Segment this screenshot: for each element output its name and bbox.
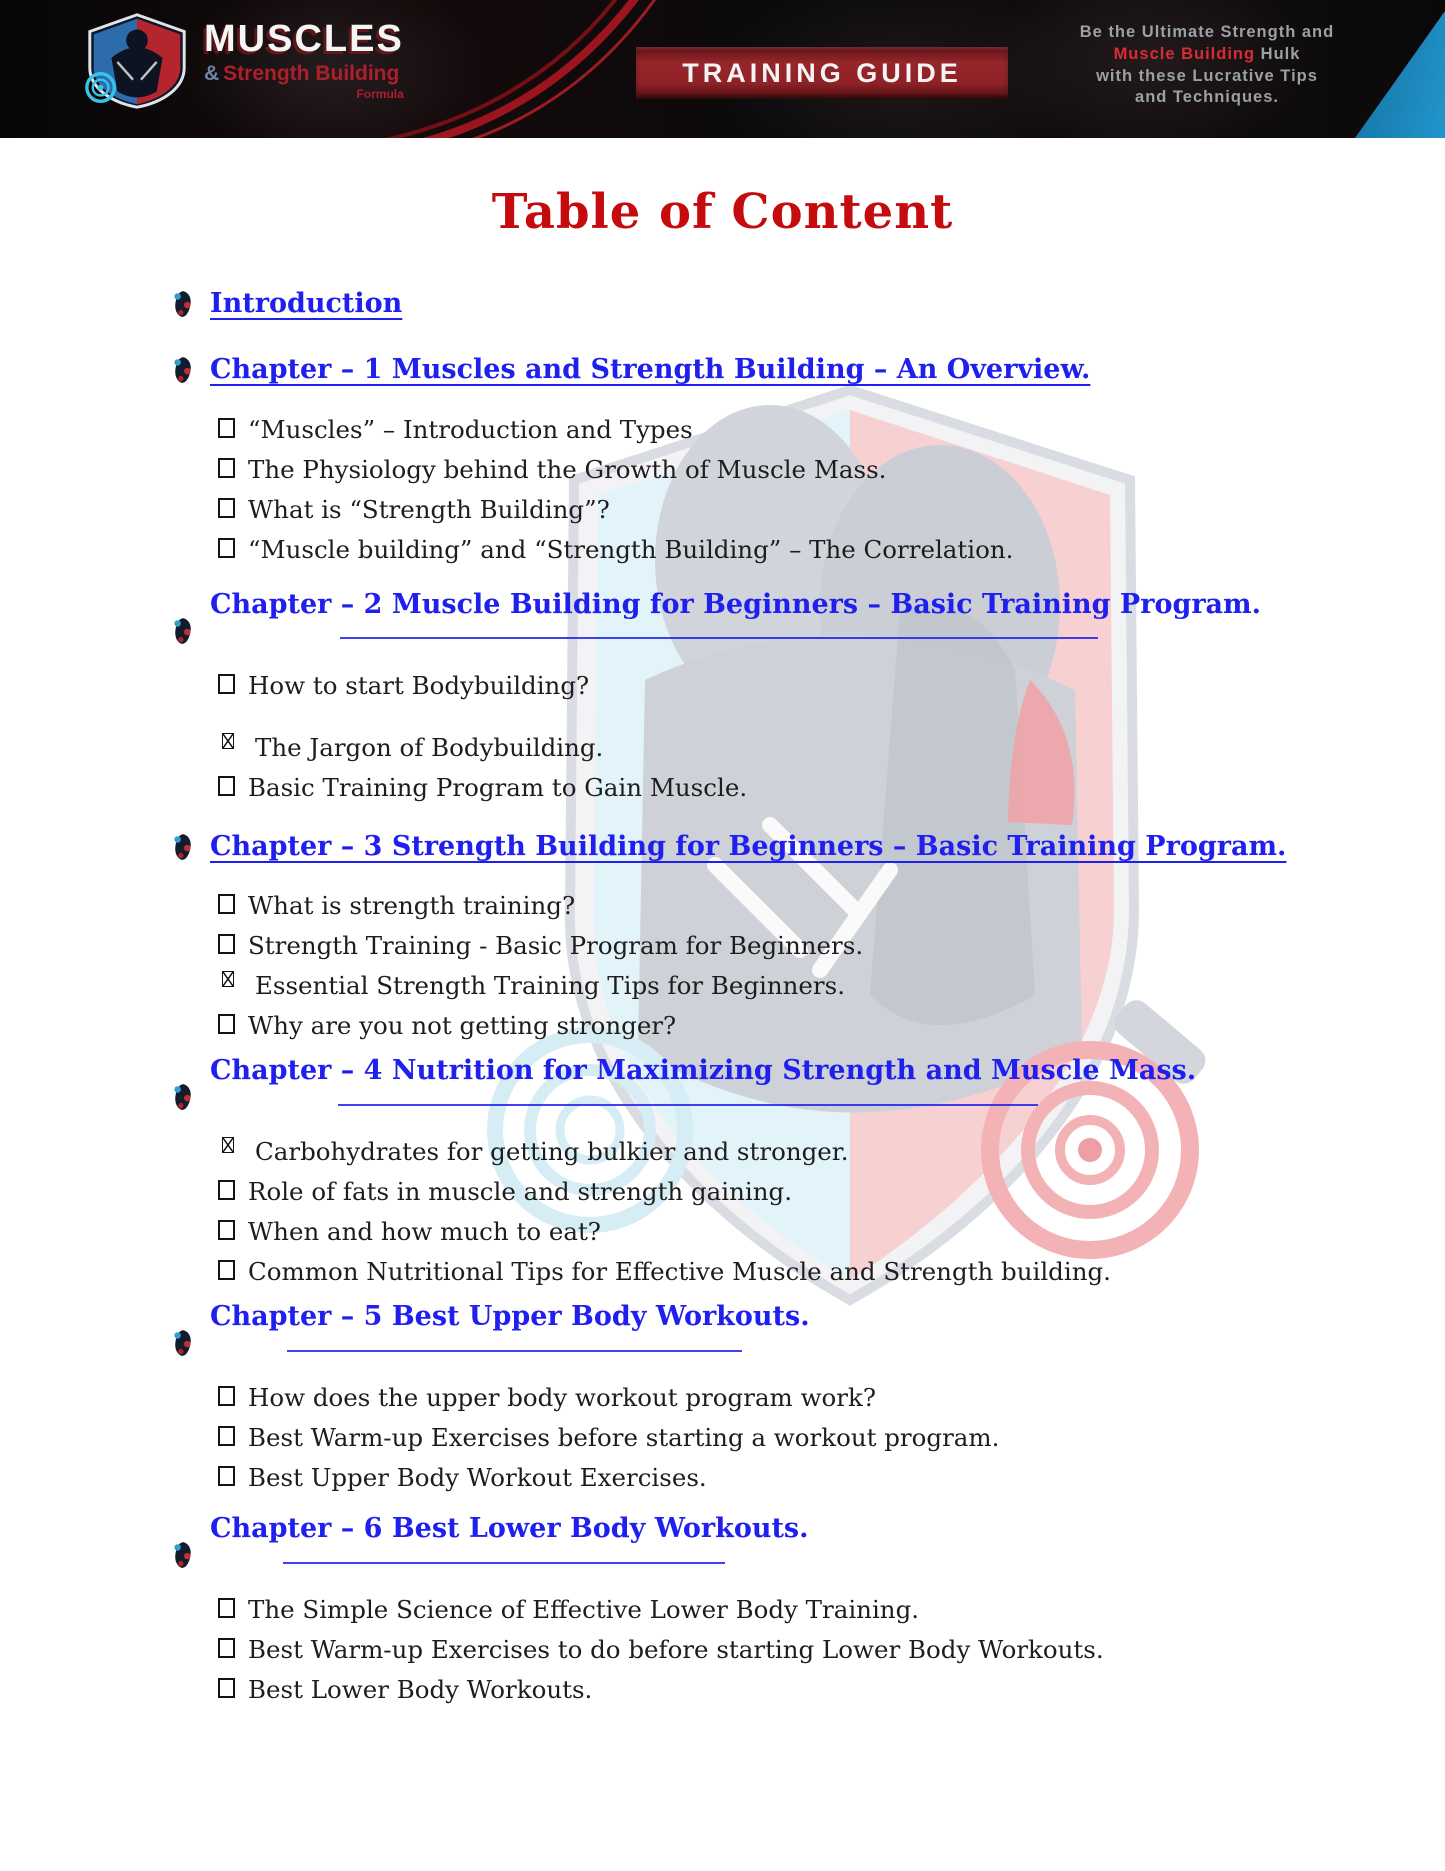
- toc-intro-row: [172, 286, 1385, 322]
- heading-underline: [287, 1350, 742, 1352]
- shield-logo-icon: [78, 10, 196, 110]
- chapter-entry-4: [172, 1053, 1385, 1293]
- toc-item-text: “Muscles” – Introduction and Types: [248, 414, 693, 444]
- checkbox-icon: [218, 776, 235, 796]
- toc-item: [218, 451, 1385, 491]
- checkbox-icon: [218, 498, 235, 518]
- toc-item: [218, 769, 1385, 809]
- toc-item: [218, 1253, 1385, 1293]
- checkbox-x-icon: [222, 1137, 234, 1153]
- brand-name: MUSCLES: [204, 18, 404, 60]
- toc-item: [218, 887, 1385, 927]
- training-guide-label: TRAINING GUIDE: [682, 57, 962, 88]
- toc-item-text: How to start Bodybuilding?: [248, 670, 590, 700]
- checkbox-icon: [218, 674, 235, 694]
- checkbox-icon: [218, 1260, 235, 1280]
- checkbox-icon: [218, 1386, 235, 1406]
- toc-item: [218, 491, 1385, 531]
- chapter-entry-5: [172, 1299, 1385, 1499]
- toc-item-text: The Jargon of Bodybuilding.: [255, 732, 604, 762]
- header-banner: [0, 0, 1445, 138]
- checkbox-x-icon: [222, 971, 234, 987]
- tagline-highlight: Muscle Building: [1113, 44, 1256, 63]
- toc-item-text: Basic Training Program to Gain Muscle.: [248, 772, 748, 802]
- checkbox-icon: [218, 458, 235, 478]
- chapter-entry-3: [172, 829, 1385, 1047]
- toc-item: [218, 1671, 1385, 1711]
- toc-link-chapter-2[interactable]: Chapter – 2 Muscle Building for Beginners – Basic Training Program.: [210, 588, 1262, 620]
- toc-item: [218, 1213, 1385, 1253]
- chapter-6-items: [218, 1591, 1385, 1711]
- toc-item-text: How does the upper body workout program work?: [248, 1383, 876, 1413]
- toc-item-text: Best Warm-up Exercises to do before starting Lower Body Workouts.: [248, 1635, 1104, 1665]
- toc-item-text: Common Nutritional Tips for Effective Muscle and Strength building.: [248, 1257, 1111, 1287]
- checkbox-icon: [218, 1180, 235, 1200]
- chapter-entry-1: [172, 352, 1385, 570]
- brand-subtitle: Strength Building: [223, 62, 400, 85]
- list-bullet-icon: [172, 1329, 194, 1357]
- chapter-3-items: [218, 887, 1385, 1047]
- toc-item: [218, 1379, 1385, 1419]
- chapter-4-items: [218, 1133, 1385, 1293]
- toc-link-introduction[interactable]: Introduction: [210, 288, 403, 319]
- toc-item-text: Strength Training - Basic Program for Beginners.: [248, 931, 864, 961]
- toc-item-text: Carbohydrates for getting bulkier and stronger.: [255, 1137, 849, 1167]
- list-bullet-icon: [172, 617, 194, 645]
- chapter-5-items: [218, 1379, 1385, 1499]
- toc-link-chapter-1[interactable]: Chapter – 1 Muscles and Strength Building – An Overview.: [210, 354, 1091, 386]
- tagline-line4: and Techniques.: [1135, 88, 1279, 107]
- heading-underline: [283, 1562, 725, 1564]
- checkbox-icon: [218, 1678, 235, 1698]
- chapter-1-items: [218, 411, 1385, 571]
- toc-item: [218, 531, 1385, 571]
- checkbox-x-icon: [222, 733, 234, 749]
- toc-link-chapter-6[interactable]: Chapter – 6 Best Lower Body Workouts.: [210, 1513, 809, 1545]
- toc-item: [218, 1007, 1385, 1047]
- toc-item: [218, 1591, 1385, 1631]
- toc-item: [218, 1133, 1385, 1173]
- toc-item-text: Role of fats in muscle and strength gaining.: [248, 1177, 792, 1207]
- list-bullet-icon: [172, 1083, 194, 1111]
- list-bullet-icon: [172, 833, 194, 861]
- list-bullet-icon: [172, 1541, 194, 1569]
- toc-item: [218, 927, 1385, 967]
- toc-item-text: Essential Strength Training Tips for Beginners.: [255, 971, 845, 1001]
- chapter-entry-6: [172, 1511, 1385, 1711]
- toc-link-chapter-5[interactable]: Chapter – 5 Best Upper Body Workouts.: [210, 1301, 810, 1333]
- toc-item-text: When and how much to eat?: [248, 1217, 601, 1247]
- toc-item-text: The Simple Science of Effective Lower Body Training.: [248, 1595, 920, 1625]
- checkbox-icon: [218, 894, 235, 914]
- toc-item: [218, 967, 1385, 1007]
- brand-tagword: Formula: [356, 87, 404, 101]
- checkbox-icon: [218, 538, 235, 558]
- toc-item-text: Best Warm-up Exercises before starting a workout program.: [248, 1423, 1000, 1453]
- toc-item: [218, 1631, 1385, 1671]
- toc-item-text: What is “Strength Building”?: [248, 494, 610, 524]
- toc-item: [218, 411, 1385, 451]
- tagline-line3: with these Lucrative Tips: [1096, 66, 1318, 85]
- toc-item-text: Why are you not getting stronger?: [248, 1011, 677, 1041]
- table-of-contents-page: [0, 138, 1445, 1711]
- checkbox-icon: [218, 1014, 235, 1034]
- toc-item: [218, 1173, 1385, 1213]
- checkbox-icon: [218, 1466, 235, 1486]
- checkbox-icon: [218, 934, 235, 954]
- brand-logo: [78, 10, 404, 110]
- tagline-line2-rest: Hulk: [1255, 44, 1301, 63]
- heading-underline: [338, 1104, 1038, 1106]
- toc-item: [218, 1459, 1385, 1499]
- brand-ampersand: &: [204, 62, 220, 85]
- toc-item: [218, 667, 1385, 707]
- toc-link-chapter-3[interactable]: Chapter – 3 Strength Building for Beginners – Basic Training Program.: [210, 830, 1287, 862]
- chapter-2-items: [218, 667, 1385, 809]
- checkbox-icon: [218, 1426, 235, 1446]
- training-guide-ribbon: [636, 47, 1008, 99]
- toc-item-text: Best Lower Body Workouts.: [248, 1675, 593, 1705]
- list-bullet-icon: [172, 356, 194, 384]
- list-bullet-icon: [172, 290, 194, 318]
- toc-link-chapter-4[interactable]: Chapter – 4 Nutrition for Maximizing Strength and Muscle Mass.: [210, 1055, 1197, 1087]
- toc-item-text: “Muscle building” and “Strength Building” – The Correlation.: [248, 534, 1014, 564]
- heading-underline: [340, 637, 1098, 639]
- checkbox-icon: [218, 1638, 235, 1658]
- checkbox-icon: [218, 418, 235, 438]
- toc-item: [218, 1419, 1385, 1459]
- page-title: Table of Content: [491, 184, 954, 240]
- chapter-entry-2: [172, 587, 1385, 809]
- toc-item-text: The Physiology behind the Growth of Muscle Mass.: [248, 454, 887, 484]
- toc-item: [218, 729, 1385, 769]
- toc-item-text: What is strength training?: [248, 891, 576, 921]
- tagline-line1: Be the Ultimate Strength and: [1079, 23, 1335, 41]
- header-tagline: [1037, 22, 1377, 109]
- checkbox-icon: [218, 1598, 235, 1618]
- checkbox-icon: [218, 1220, 235, 1240]
- toc-item-text: Best Upper Body Workout Exercises.: [248, 1463, 707, 1493]
